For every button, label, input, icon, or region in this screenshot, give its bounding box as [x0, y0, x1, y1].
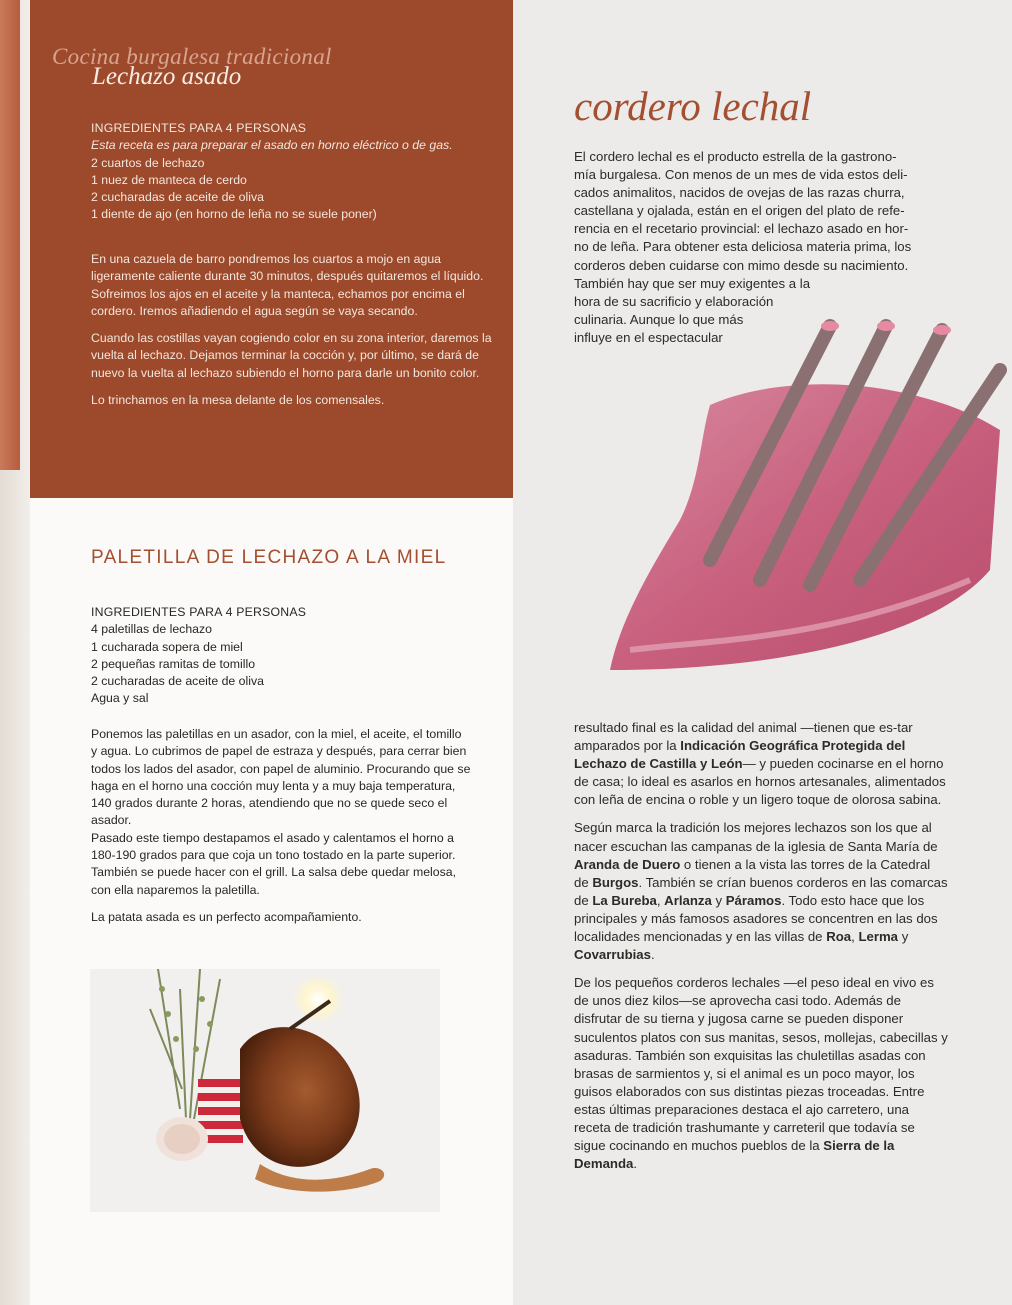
page-edge-tab [0, 0, 20, 470]
text-run: Según marca la tradición los mejores lechazos son los que al nacer escuchan las campanas de la iglesia de Santa María de [574, 820, 938, 854]
recipe-step: Pasado este tiempo destapamos el asado y calentamos el horno a 180-190 grados para que coja un tono tostado en la parte superior. También se puede hacer con el grill. La salsa debe quedar melosa, con ella naparemos la paletilla. [91, 830, 457, 897]
article-paragraph-3 [574, 819, 948, 964]
article-line: culinaria. Aunque lo que más [574, 311, 744, 327]
paletilla-photo [90, 969, 440, 1212]
recipe-step: En una cazuela de barro pondremos los cuartos a mojo en agua ligeramente caliente durante 30 minutos, después quitaremos el líquido. Sofreimos los ajos en el aceite y la manteca, echamos por encima el cordero. Iremos añadiendo el agua según se vaya secando. [91, 252, 484, 318]
article-line: castellana y ojalada, están en el origen del plato de refe- [574, 203, 905, 219]
recipe2-steps [91, 726, 471, 926]
ingredient-item: 2 cucharadas de aceite de oliva [91, 674, 264, 689]
article-line: El cordero lechal es el producto estrella de la gastrono- [574, 149, 897, 164]
text-run: . [633, 1156, 638, 1172]
text-run: . [650, 947, 655, 963]
text-run: De los pequeños corderos lechales —el peso ideal en vivo es de unos diez kilos—se aprovecha casi todo. Además de disfrutar de su tierna y jugosa carne se pueden disponer suculentos platos con sus manitas, sesos, mollejas, cabecillas y asaduras. También son exquisitas las chuletillas asadas con brasas de sarmientos y, si el animal es un poco mayor, los guisos elaborados con sus distintas piezas troceadas. Entre estas últimas preparaciones destaca el ajo carretero, una receta de tradición trashumante y carreteril que todavía se sigue cocinando en muchos pueblos de la [574, 975, 948, 1154]
text-run: , [656, 892, 665, 908]
ingredients-header: INGREDIENTES PARA 4 PERSONAS [91, 605, 307, 619]
ingredient-item: 1 diente de ajo (en horno de leña no se suele poner) [91, 207, 377, 222]
text-run: resultado final es la calidad del animal —tienen que es-tar amparados por la [574, 720, 913, 754]
ingredient-item: 2 cuartos de lechazo [91, 155, 205, 170]
text-bold-place: Lerma [858, 929, 899, 945]
recipe-note: Esta receta es para preparar el asado en horno eléctrico o de gas. [91, 138, 453, 153]
text-run: , [851, 929, 859, 945]
series-title: Cocina burgalesa tradicional [52, 44, 332, 69]
recipe-title-lechazo-asado: Lechazo asado [92, 63, 242, 90]
ingredient-item: 2 cucharadas de aceite de oliva [91, 190, 264, 205]
paletilla-photo-illustration [90, 969, 440, 1212]
recipe-step: Lo trinchamos en la mesa delante de los comensales. [91, 393, 385, 408]
recipe-step: La patata asada es un perfecto acompañamiento. [91, 909, 362, 924]
text-run: y [898, 929, 909, 945]
article-line: rencia en el recetario provincial: el lechazo asado en hor- [574, 221, 909, 237]
article-paragraph-2 [574, 719, 948, 809]
text-run: y [711, 892, 726, 908]
article-line: hora de su sacrificio y elaboración [574, 293, 774, 309]
article-line: corderos deben cuidarse con mimo desde su nacimiento. [574, 257, 909, 273]
lamb-rack-photo [590, 310, 1012, 690]
text-bold-place: Roa [826, 929, 852, 945]
recipe2-ingredients [91, 604, 491, 708]
text-run: . También se crían buenos corderos en las comarcas de [574, 874, 948, 908]
recipe-title-paletilla: PALETILLA DE LECHAZO A LA MIEL [91, 547, 447, 568]
article-paragraph-4 [574, 974, 948, 1173]
text-bold-place: Arlanza [664, 892, 712, 908]
recipe-step: Cuando las costillas vayan cogiendo color en su zona interior, daremos la vuelta al lechazo. Dejamos terminar la cocción y, por último, se dará de nuevo la vuelta al lechazo subiendo el horno para darle un bonito color. [91, 331, 492, 380]
article-line: También hay que ser muy exigentes a la [574, 275, 811, 291]
recipe1-steps [91, 251, 503, 409]
text-bold-igp: Indicación Geográfica Protegida del Lechazo de Castilla y León [574, 738, 906, 772]
recipe-step: Ponemos las paletillas en un asador, con la miel, el aceite, el tomillo y agua. Lo cubrimos de papel de estraza y después, para cerrar bien todos los lados del asador, con papel de aluminio. Procurando que se haga en el horno una cocción muy lenta y a muy baja temperatura, 140 grados durante 2 horas, atendiendo que no se quede seco el asador. [91, 727, 471, 828]
article-line: influye en el espectacular [574, 329, 723, 345]
article-line: no de leña. Para obtener esta deliciosa materia prima, los [574, 239, 912, 255]
text-run: — y pueden cocinarse en el horno de casa; lo ideal es asarlos en hornos artesanales, alimentados con leña de encina o roble y un ligero toque de olorosa sabina. [574, 756, 946, 808]
text-bold-place: Burgos [592, 874, 639, 890]
ingredient-item: Agua y sal [91, 691, 149, 706]
text-bold-place: La Bureba [592, 892, 657, 908]
recipe1-ingredients [91, 120, 501, 224]
article-body [574, 719, 948, 1173]
article-line: cados animalitos, nacidos de ovejas de las razas churra, [574, 185, 905, 201]
text-run: o tienen a la vista las torres de la Catedral de [574, 856, 931, 890]
text-run: . Todo esto hace que los principales y más famosos asadores se concentren en las dos localidades mencionadas y en las villas de [574, 892, 938, 945]
text-bold-place: Páramos [725, 892, 782, 908]
text-bold-place: Covarrubias [574, 947, 651, 963]
ingredient-item: 1 cucharada sopera de miel [91, 639, 243, 654]
text-bold-place: Aranda de Duero [574, 856, 681, 872]
article-line: mía burgalesa. Con menos de un mes de vida estos deli- [574, 167, 908, 183]
ingredient-item: 4 paletillas de lechazo [91, 622, 212, 637]
text-bold-place: Sierra de la Demanda [574, 1138, 895, 1172]
article-title: cordero lechal [574, 83, 812, 129]
ingredients-header: INGREDIENTES PARA 4 PERSONAS [91, 121, 307, 135]
ingredient-item: 2 pequeñas ramitas de tomillo [91, 656, 256, 671]
ingredient-item: 1 nuez de manteca de cerdo [91, 172, 247, 187]
lamb-rack-illustration [590, 310, 1012, 690]
article-paragraph-1 [574, 148, 994, 347]
